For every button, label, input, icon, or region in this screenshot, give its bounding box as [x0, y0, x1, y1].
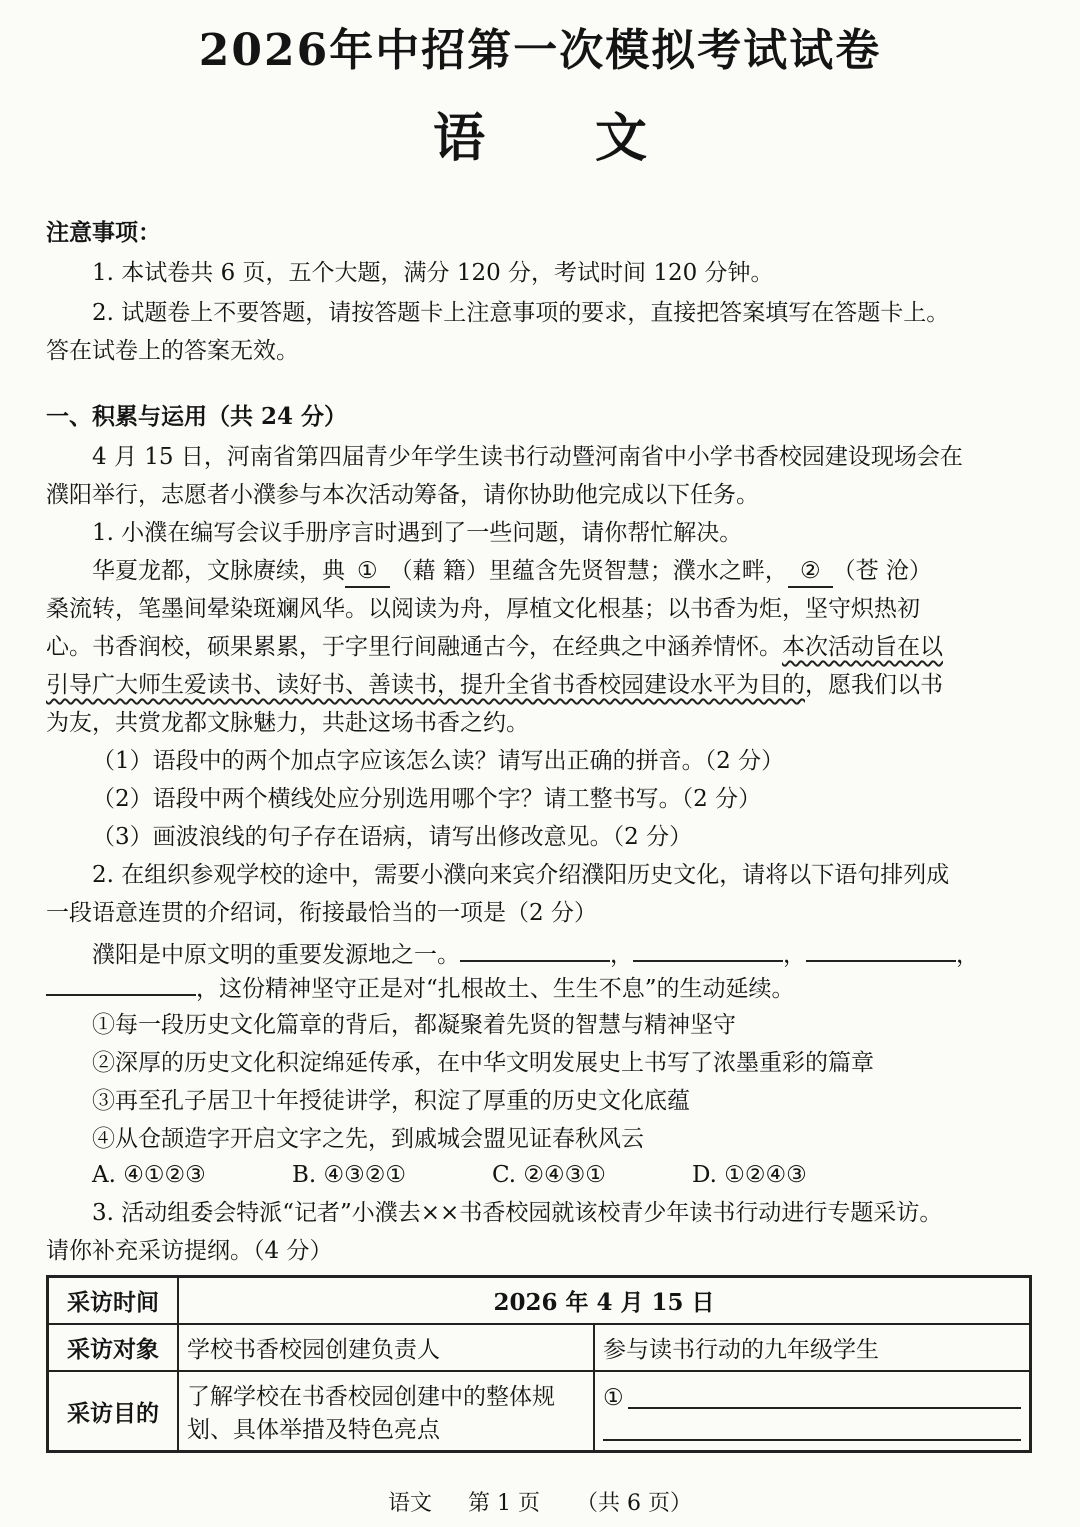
choice-a: A. ④①②③	[92, 1162, 206, 1188]
section1-intro-b: 濮阳举行，志愿者小濮参与本次活动筹备，请你协助他完成以下任务。	[46, 482, 759, 508]
answer-blank	[46, 972, 196, 996]
purpose-text-b: 划、具体举措及特色亮点	[187, 1417, 440, 1443]
question-1-1: （1）语段中的两个加点字应该怎么读？请写出正确的拼音。（2 分）	[92, 748, 785, 774]
label-purpose: 采访目的	[48, 1371, 179, 1452]
table-row	[48, 1324, 1031, 1371]
question-1-2: （2）语段中两个横线处应分别选用哪个字？请工整书写。（2 分）	[92, 786, 762, 812]
question-3-b: 请你补充采访提纲。（4 分）	[46, 1238, 333, 1264]
subject-title	[0, 96, 1080, 171]
purpose-leader	[178, 1371, 594, 1452]
question-3-a: 3. 活动组委会特派“记者”小濮去××书香校园就该校青少年读书行动进行专题采访。	[92, 1200, 943, 1226]
sentence-option-4: ④从仓颉造字开启文字之先，到戚城会盟见证春秋风云	[92, 1126, 644, 1152]
notice-item-2b: 答在试卷上的答案无效。	[46, 338, 299, 364]
choice-d: D. ①②④③	[692, 1162, 807, 1188]
answer-line	[603, 1413, 1021, 1441]
choice-b: B. ④③②①	[292, 1162, 407, 1188]
interview-outline-table	[46, 1275, 1032, 1453]
page-footer	[0, 1486, 1080, 1517]
footer-total: （共 6 页）	[576, 1491, 692, 1516]
passage-text: 华夏龙都，文脉赓续，典	[92, 558, 345, 584]
passage-line-1	[92, 556, 1040, 588]
answer-blank	[633, 938, 783, 962]
wavy-sentence-part-2: 引导广大师生爱读书、读好书、善读书，提升全省书香校园建设水平为目的	[46, 672, 805, 698]
sentence-option-3: ③再至孔子居卫十年授徒讲学，积淀了厚重的历史文化底蕴	[92, 1088, 690, 1114]
value-time: 2026 年 4 月 15 日	[178, 1277, 1031, 1325]
question-1: 1. 小濮在编写会议手册序言时遇到了一些问题，请你帮忙解决。	[92, 520, 743, 546]
passage-line-3	[46, 632, 1040, 662]
wavy-sentence-part-1: 本次活动旨在以	[782, 634, 943, 660]
target-student: 参与读书行动的九年级学生	[594, 1324, 1031, 1371]
subject-char-2: 文	[595, 108, 648, 169]
subject-char-1: 语	[432, 108, 485, 169]
purpose-text-a: 了解学校在书香校园创建中的整体规	[187, 1384, 555, 1410]
purpose-blank-row	[603, 1379, 1021, 1411]
passage-line-2: 桑流转，笔墨间晕染斑斓风华。以阅读为舟，厚植文化根基；以书香为炬，坚守炽热初	[46, 596, 920, 622]
target-leader: 学校书香校园创建负责人	[178, 1324, 594, 1371]
label-time: 采访时间	[48, 1277, 179, 1325]
passage-line-4	[46, 670, 1040, 700]
stem-text: 濮阳是中原文明的重要发源地之一。	[92, 942, 460, 968]
question-1-3: （3）画波浪线的句子存在语病，请写出修改意见。（2 分）	[92, 824, 693, 850]
purpose-student	[594, 1371, 1031, 1452]
notice-heading: 注意事项：	[46, 219, 161, 246]
blank-2: ②	[788, 556, 833, 588]
notice-item-2a: 2. 试题卷上不要答题，请按答题卡上注意事项的要求，直接把答案填写在答题卡上。	[92, 300, 950, 326]
stem-comma: ，	[783, 942, 806, 968]
stem-text: ，这份精神坚守正是对“扎根故土、生生不息”的生动延续。	[196, 976, 795, 1002]
passage-text: ，愿我们以书	[805, 672, 943, 698]
choice-c: C. ②④③①	[492, 1162, 606, 1188]
sentence-option-1: ①每一段历史文化篇章的背后，都凝聚着先贤的智慧与精神坚守	[92, 1012, 736, 1038]
table-row	[48, 1371, 1031, 1452]
question-2-stem-a	[92, 938, 1040, 970]
passage-text: （苍 沧）	[832, 558, 932, 584]
purpose-mark: ①	[603, 1385, 624, 1411]
answer-line	[628, 1381, 1021, 1409]
answer-blank	[460, 938, 610, 962]
question-2-stem-b	[46, 972, 1040, 1004]
passage-text: 心。书香润校，硕果累累，于字里行间融通古今，在经典之中涵养情怀。	[46, 634, 782, 660]
question-2-b: 一段语意连贯的介绍词，衔接最恰当的一项是（2 分）	[46, 900, 597, 926]
sentence-option-2: ②深厚的历史文化积淀绵延传承，在中华文明发展史上书写了浓墨重彩的篇章	[92, 1050, 874, 1076]
footer-subject: 语文	[388, 1491, 433, 1516]
label-target: 采访对象	[48, 1324, 179, 1371]
exam-title: 2026年中招第一次模拟考试试卷	[198, 25, 882, 76]
passage-text: （藉 籍）里蕴含先贤智慧；濮水之畔，	[389, 558, 788, 584]
section1-heading: 一、积累与运用（共 24 分）	[46, 403, 348, 430]
answer-blank	[806, 938, 956, 962]
table-row	[48, 1277, 1031, 1325]
stem-comma: ，	[610, 942, 633, 968]
stem-comma: ，	[956, 942, 979, 968]
question-2-a: 2. 在组织参观学校的途中，需要小濮向来宾介绍濮阳历史文化，请将以下语句排列成	[92, 862, 950, 888]
section1-intro-a: 4 月 15 日，河南省第四届青少年学生读书行动暨河南省中小学书香校园建设现场会在	[92, 444, 963, 470]
passage-line-5: 为友，共赏龙都文脉魅力，共赴这场书香之约。	[46, 710, 529, 736]
footer-page: 第 1 页	[468, 1491, 540, 1516]
blank-1: ①	[345, 556, 390, 588]
choice-row	[92, 1160, 1040, 1190]
notice-item-1: 1. 本试卷共 6 页，五个大题，满分 120 分，考试时间 120 分钟。	[92, 260, 774, 286]
